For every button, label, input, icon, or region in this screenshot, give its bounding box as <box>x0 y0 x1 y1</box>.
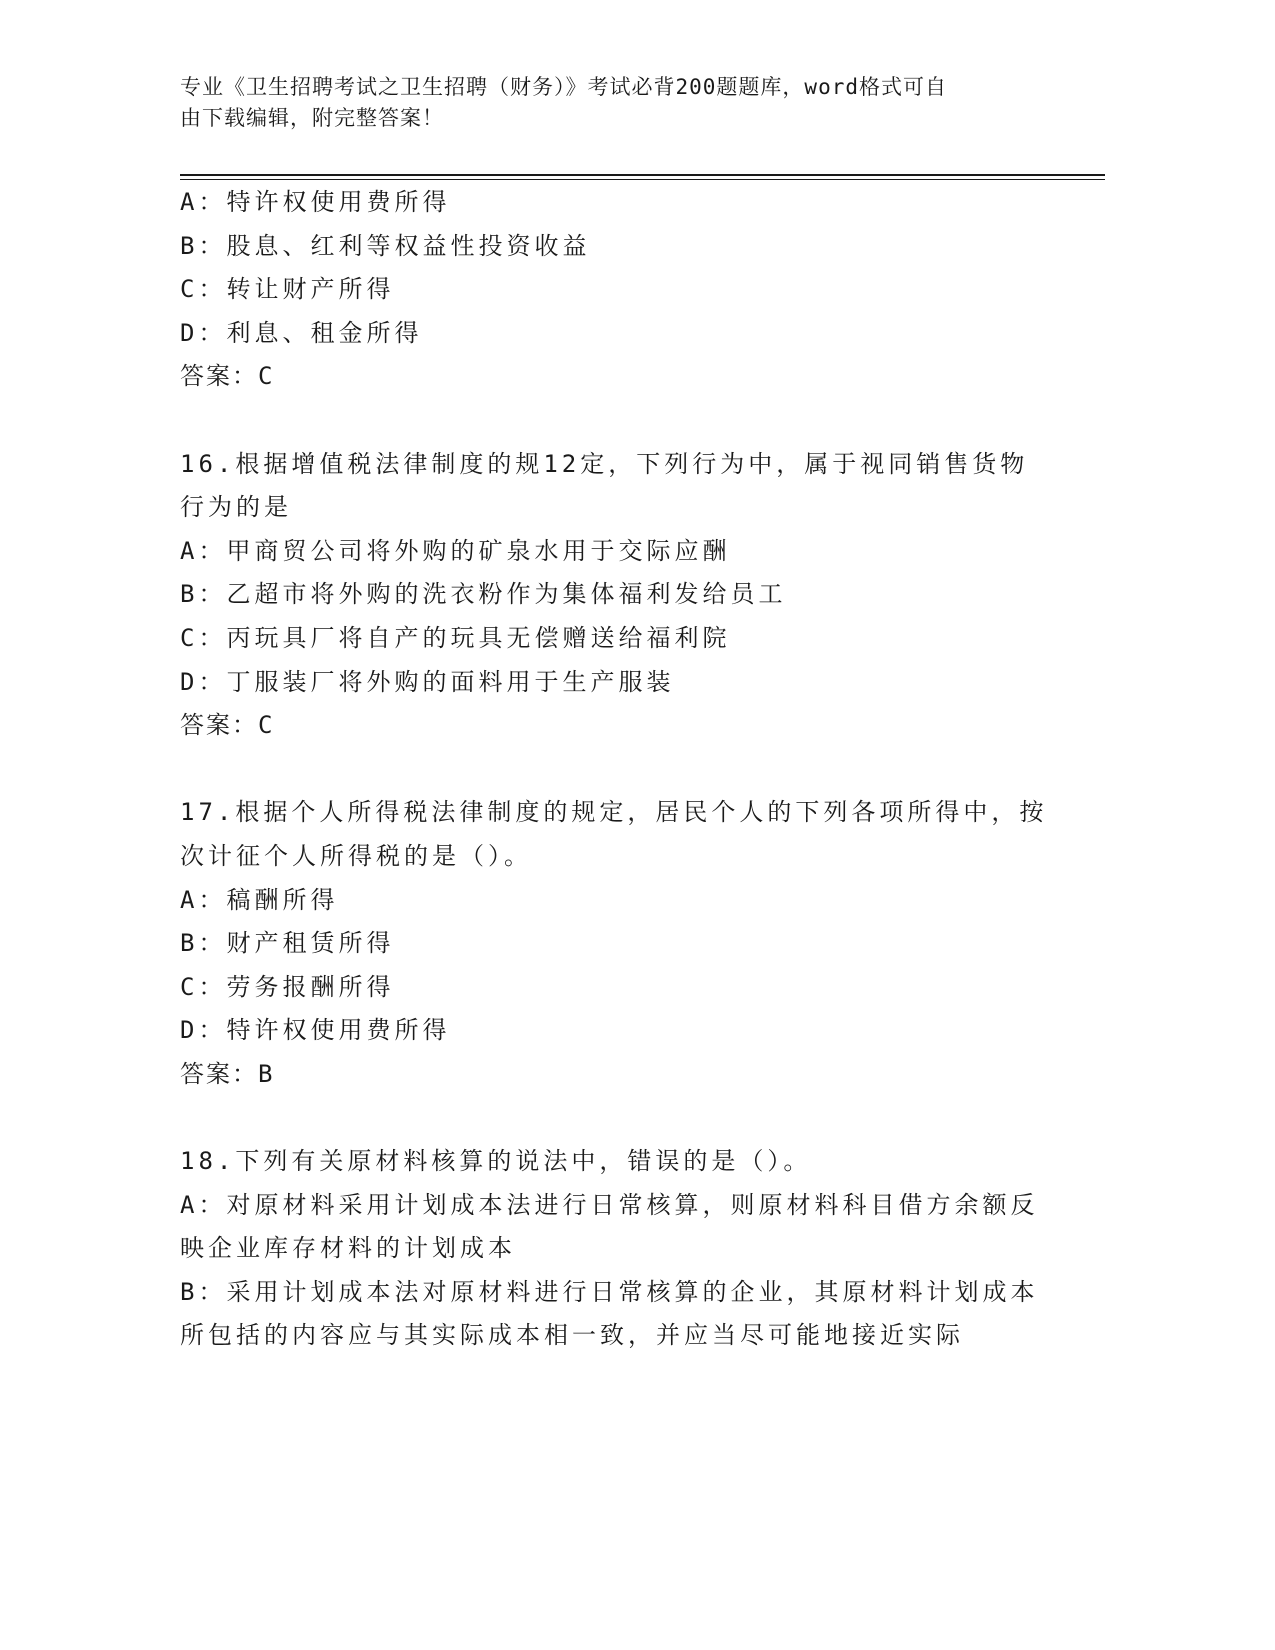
option-a-continued: 映企业库存材料的计划成本 <box>180 1234 516 1263</box>
header-rule-thin <box>180 179 1105 180</box>
document-header <box>180 72 1040 134</box>
question-stem-continued: 行为的是 <box>180 493 292 522</box>
option-a: A：对原材料采用计划成本法进行日常核算，则原材料科目借方余额反 <box>180 1190 1039 1219</box>
spacer <box>180 399 1040 443</box>
option-d: D：利息、租金所得 <box>180 318 423 347</box>
question-18-block <box>180 1140 1040 1358</box>
option-c: C：劳务报酬所得 <box>180 972 395 1001</box>
option-a: A：特许权使用费所得 <box>180 188 451 216</box>
question-stem: 18.下列有关原材料核算的说法中，错误的是（）。 <box>180 1147 812 1176</box>
spacer <box>180 1096 1040 1140</box>
option-d: D：特许权使用费所得 <box>180 1016 451 1045</box>
spacer <box>180 748 1040 792</box>
option-d: D：丁服装厂将外购的面料用于生产服装 <box>180 667 675 696</box>
option-b: B：乙超市将外购的洗衣粉作为集体福利发给员工 <box>180 580 787 609</box>
header-line-1: 专业《卫生招聘考试之卫生招聘（财务）》考试必背200题题库，word格式可自 <box>180 75 947 99</box>
question-stem-continued: 次计征个人所得税的是（）。 <box>180 841 532 870</box>
question-15-block <box>180 181 1040 399</box>
header-line-2: 由下载编辑，附完整答案！ <box>180 106 444 130</box>
question-list <box>180 181 1048 1358</box>
question-16-block <box>180 443 1040 748</box>
option-a: A：稿酬所得 <box>180 885 339 914</box>
answer-line: 答案：C <box>180 711 275 740</box>
option-b: B：财产租赁所得 <box>180 929 395 958</box>
header-rule-thick <box>180 174 1105 176</box>
answer-line: 答案：B <box>180 1059 275 1088</box>
option-a: A：甲商贸公司将外购的矿泉水用于交际应酬 <box>180 536 731 565</box>
option-c: C：丙玩具厂将自产的玩具无偿赠送给福利院 <box>180 623 731 652</box>
question-17-block <box>180 791 1048 1096</box>
option-b: B：股息、红利等权益性投资收益 <box>180 231 591 260</box>
question-stem: 16.根据增值税法律制度的规12定，下列行为中，属于视同销售货物 <box>180 449 1029 478</box>
question-stem: 17.根据个人所得税法律制度的规定，居民个人的下列各项所得中，按 <box>180 798 1048 827</box>
option-c: C：转让财产所得 <box>180 275 395 304</box>
answer-line: 答案：C <box>180 362 275 391</box>
option-b-continued: 所包括的内容应与其实际成本相一致，并应当尽可能地接近实际 <box>180 1321 964 1350</box>
option-b: B：采用计划成本法对原材料进行日常核算的企业，其原材料计划成本 <box>180 1277 1039 1306</box>
